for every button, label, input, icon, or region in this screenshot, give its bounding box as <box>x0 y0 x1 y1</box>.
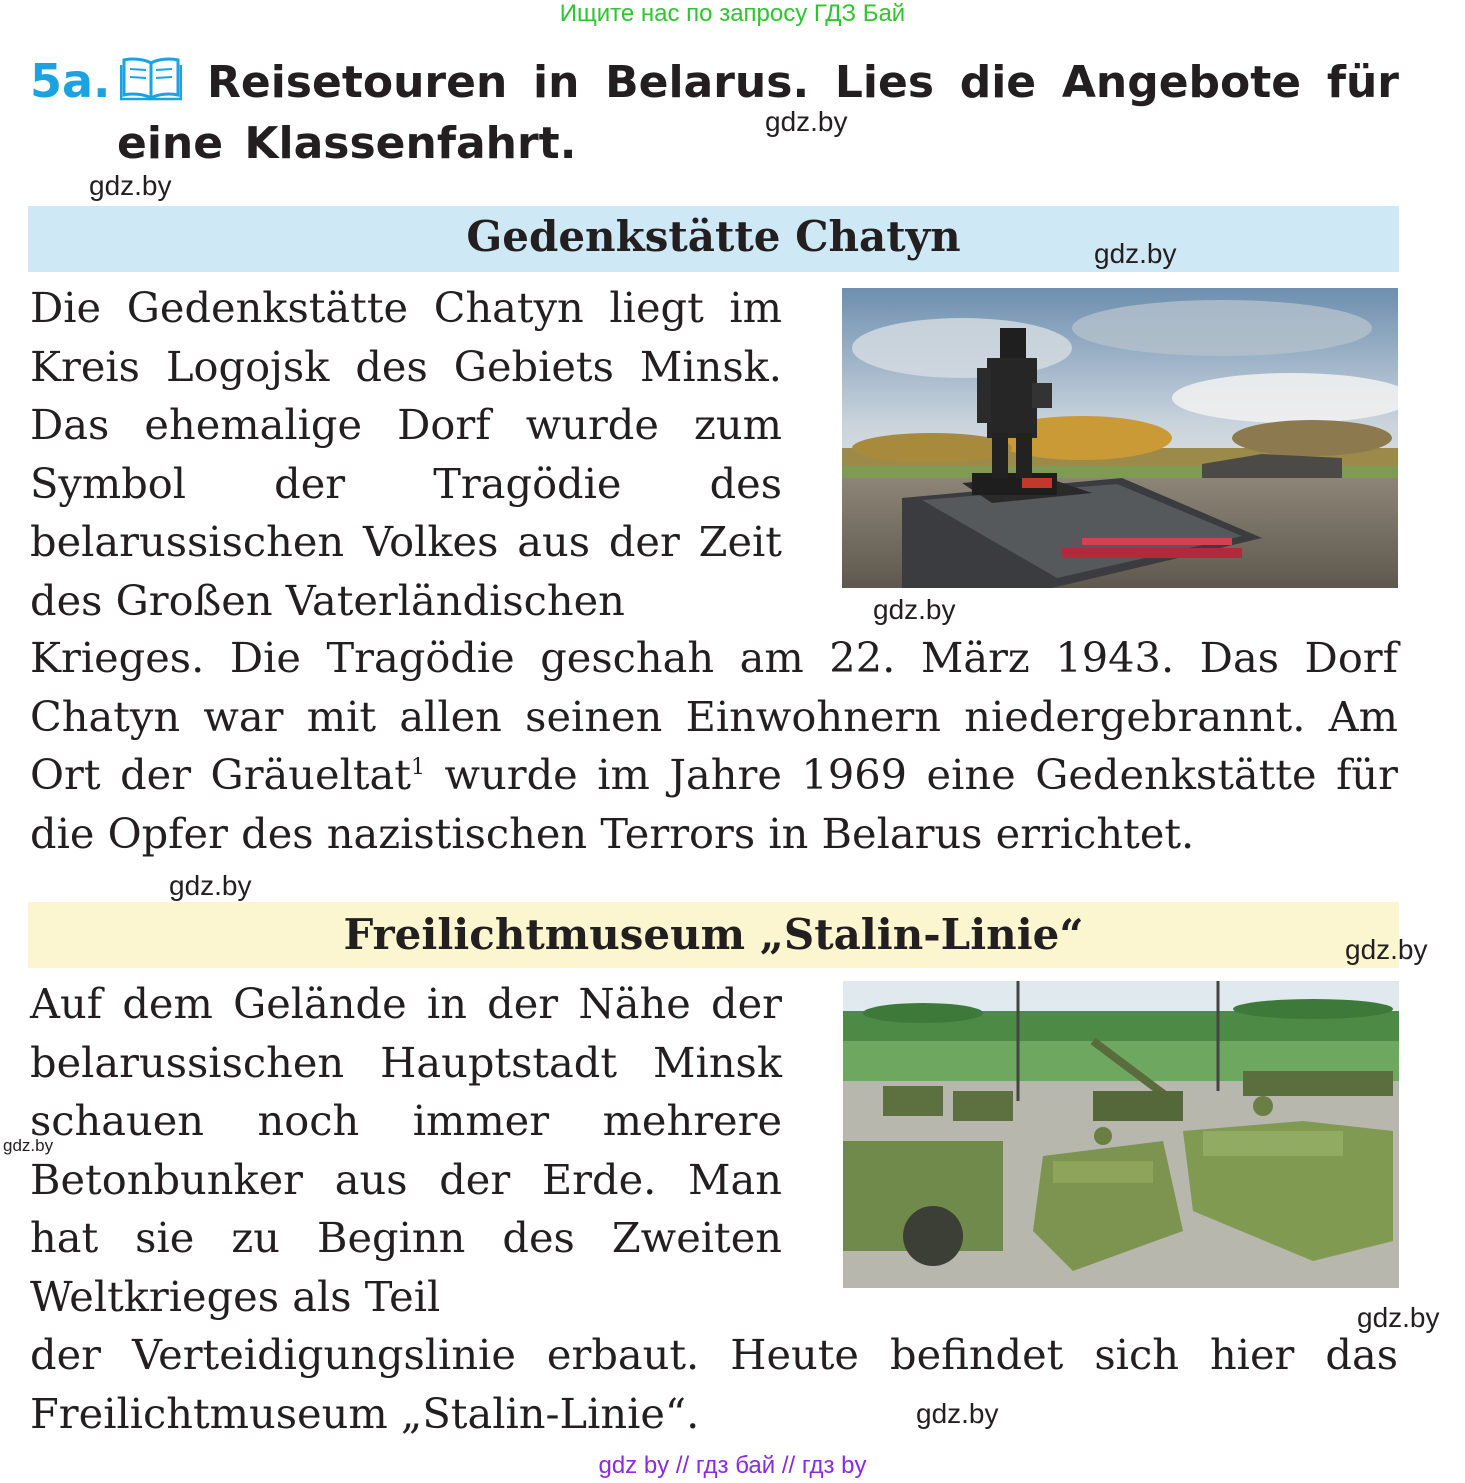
watermark: gdz.by <box>916 1398 999 1429</box>
watermark: gdz.by <box>3 1136 54 1155</box>
exercise-title: Reisetouren in Belarus. Lies die Angebote für eine Klassenfahrt. <box>117 57 1399 169</box>
stalin-line-museum-photo <box>843 981 1399 1288</box>
watermark: gdz.by <box>1094 238 1177 269</box>
footer-watermark: gdz by // гдз бай // гдз by <box>598 1452 867 1479</box>
chatyn-text-wide-part1: Krieges. Die Tragödie geschah am 22. März 1943. Das Dorf Chatyn war mit allen seinen Einwohnern niedergebrannt. Am Ort der Gräueltat <box>30 633 1398 799</box>
watermark: gdz.by <box>89 170 172 201</box>
footnote-mark: 1 <box>410 755 425 781</box>
section-title-stalin-line: Freilichtmuseum „Stalin-Linie“ <box>28 902 1399 968</box>
watermark: gdz.by <box>1357 1302 1440 1333</box>
chatyn-text-narrow: Die Gedenkstätte Chatyn liegt im Kreis Logojsk des Gebiets Minsk. Das ehemalige Dorf wurde zum Symbol der Tragödie des belarussischen Volkes aus der Zeit des Großen Vaterländischen <box>30 283 782 625</box>
watermark: gdz.by <box>765 106 848 137</box>
stalin-line-text-wide: der Verteidigungslinie erbaut. Heute befindet sich hier das Freilichtmuseum „Stalin-Linie“. <box>30 1330 1398 1438</box>
section-title-chatyn: Gedenkstätte Chatyn <box>28 206 1399 272</box>
chatyn-text-wide <box>30 629 1398 863</box>
exercise-number: 5a. <box>30 54 111 108</box>
search-hint-banner: Ищите нас по запросу ГДЗ Бай <box>559 0 906 27</box>
watermark: gdz.by <box>873 594 956 625</box>
chatyn-memorial-photo <box>842 288 1398 588</box>
stalin-line-text-narrow: Auf dem Gelände in der Nähe der belarussischen Hauptstadt Minsk schauen noch immer mehrere Betonbunker aus der Erde. Man hat sie zu Beginn des Zweiten Weltkrieges als Teil <box>30 979 782 1321</box>
watermark: gdz.by <box>1345 934 1428 965</box>
chatyn-text-wide-part2: wurde im Jahre 1969 eine Gedenkstätte für die Opfer des nazistischen Terrors in Belarus errichtet. <box>30 750 1398 858</box>
watermark: gdz.by <box>169 870 252 901</box>
